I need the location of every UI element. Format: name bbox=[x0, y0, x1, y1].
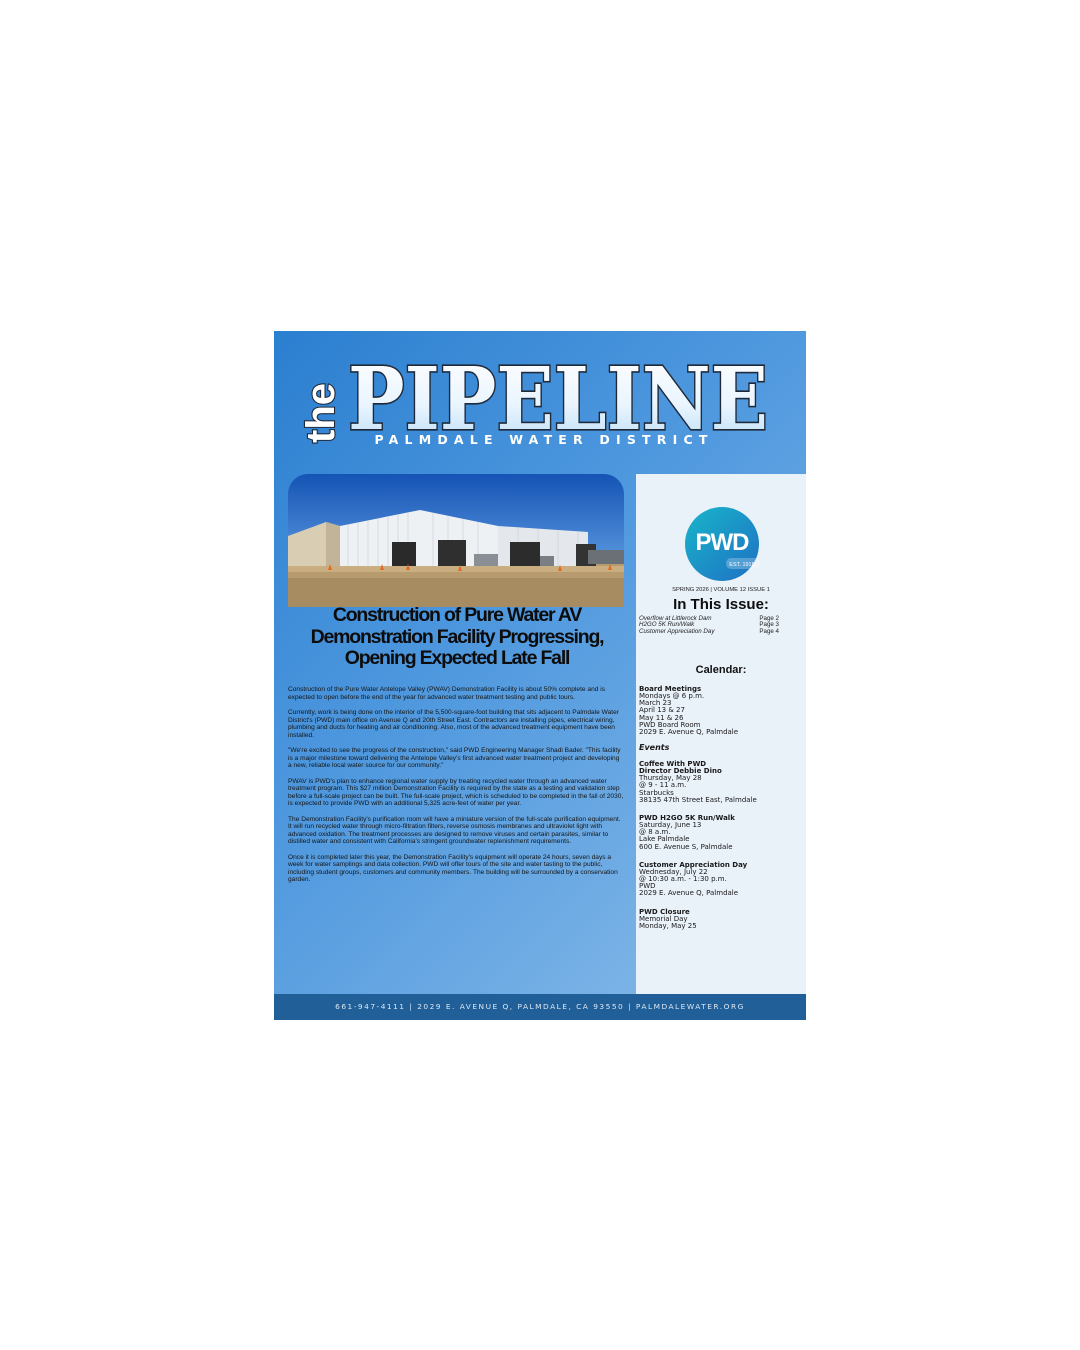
calendar-line: 2029 E. Avenue Q, Palmdale bbox=[639, 889, 739, 898]
calendar-heading: PWD Closure bbox=[639, 907, 690, 916]
calendar-line: March 23 bbox=[639, 699, 672, 708]
calendar-heading: Director Debbie Dino bbox=[639, 767, 722, 776]
toc-item[interactable] bbox=[639, 629, 779, 635]
calendar-line: Thursday, May 28 bbox=[639, 774, 702, 783]
masthead-title-text: PIPELINE bbox=[348, 349, 768, 450]
calendar-line: @ 10:30 a.m. - 1:30 p.m. bbox=[639, 875, 727, 884]
article-paragraph: PWAV is PWD's plan to enhance regional water supply by treating recycled water through an advanced water treatment program. This $27 million Demonstration Facility is required by the state as a testing and validation step before a full-scale project can be built. The full-scale project, which is scheduled to be completed in the fall of 2030, is expected to provide PWD with an additional 5,325 acre-feet of water per year. bbox=[288, 777, 624, 807]
toc-item-title: H2GO 5K Run/Walk bbox=[639, 621, 695, 629]
pwd-logo bbox=[684, 506, 760, 582]
masthead-the-text: the bbox=[299, 383, 342, 443]
calendar-event bbox=[639, 815, 803, 851]
article-headline bbox=[284, 605, 630, 670]
calendar-line: Monday, May 25 bbox=[639, 921, 697, 930]
newsletter-page bbox=[274, 331, 806, 1020]
footer bbox=[274, 994, 806, 1020]
article-body bbox=[288, 686, 624, 892]
calendar-heading: Coffee With PWD bbox=[639, 760, 707, 769]
calendar-line: Memorial Day bbox=[639, 914, 688, 923]
headline-line: Construction of Pure Water AV bbox=[332, 604, 582, 626]
calendar-line: Starbucks bbox=[639, 788, 674, 797]
article-paragraph: "We're excited to see the progress of the construction," said PWD Engineering Manager Shadi Bader. "This facility is a major milestone toward delivering the Antelope Valley's first advanced water treatment project and developing a new, reliable local water source for our community." bbox=[288, 747, 621, 769]
pwd-logo-text: PWD bbox=[695, 529, 749, 556]
calendar-line: Mondays @ 6 p.m. bbox=[639, 692, 705, 700]
calendar-line: Saturday, June 13 bbox=[639, 821, 702, 830]
calendar-board-meetings bbox=[639, 686, 803, 736]
headline-line: Demonstration Facility Progressing, bbox=[310, 625, 604, 648]
events-label: Events bbox=[639, 743, 670, 753]
issue-line: SPRING 2026 | VOLUME 12 ISSUE 1 bbox=[672, 587, 770, 593]
toc-item-title: Overflow at Littlerock Dam bbox=[639, 615, 712, 622]
calendar-event bbox=[639, 761, 803, 804]
calendar-line: 38135 47th Street East, Palmdale bbox=[639, 795, 757, 804]
calendar-line: Lake Palmdale bbox=[639, 835, 690, 844]
masthead-subtitle: PALMDALE WATER DISTRICT bbox=[374, 432, 714, 447]
calendar-line: @ 9 - 11 a.m. bbox=[639, 781, 687, 790]
footer-contact: 661-947-4111 | 2029 E. AVENUE Q, PALMDALE, CA 93550 | PALMDALEWATER.ORG bbox=[335, 1002, 745, 1011]
article-paragraph: Construction of the Pure Water Antelope Valley (PWAV) Demonstration Facility is about 50% complete and is expected to open before the end of the year for advanced water treatment testing and public tours. bbox=[288, 686, 606, 701]
masthead-the bbox=[296, 359, 342, 445]
calendar-line: Wednesday, July 22 bbox=[639, 867, 708, 876]
sidebar bbox=[636, 474, 806, 995]
calendar-heading: Customer Appreciation Day bbox=[639, 860, 748, 869]
calendar-heading: Board Meetings bbox=[639, 685, 702, 693]
calendar-event bbox=[639, 909, 803, 930]
toc-item-title: Customer Appreciation Day bbox=[639, 627, 715, 635]
toc-item-page: Page 2 bbox=[759, 615, 779, 622]
article-paragraph: Currently, work is being done on the interior of the 5,500-square-foot building that sits adjacent to Palmdale Water District's (PWD) main office on Avenue Q and 20th Street East. Contractors are installing pipes, electrical wiring, plumbing and ducts for heating and air conditioning. Also, most of the advanced treatment equipment have been installed. bbox=[288, 709, 619, 739]
masthead bbox=[274, 331, 806, 466]
calendar bbox=[639, 686, 803, 941]
toc-item-page: Page 4 bbox=[759, 627, 779, 635]
construction-photo bbox=[288, 474, 624, 607]
calendar-event bbox=[639, 862, 803, 898]
calendar-line: 2029 E. Avenue Q, Palmdale bbox=[639, 728, 739, 737]
in-this-issue-title: In This Issue: bbox=[673, 596, 769, 613]
pwd-logo-est: EST. 1918 bbox=[729, 562, 755, 568]
calendar-line: PWD bbox=[639, 882, 656, 891]
article-paragraph: The Demonstration Facility's purification room will have a miniature version of the full-scale purification equipment. It will run recycled water through micro-filtration filters, reverse osmosis membranes and ultraviolet light with advanced oxidation. The treatment processes are designed to remove viruses and certain parasites, similar to distilled water and consistent with California's stringent groundwater replenishment requirements. bbox=[288, 815, 621, 845]
headline-line: Opening Expected Late Fall bbox=[344, 647, 570, 669]
calendar-line: May 11 & 26 bbox=[639, 713, 684, 722]
article-paragraph: Once it is completed later this year, the Demonstration Facility's equipment will operate 24 hours, seven days a week for water samplings and data collection. PWD will offer tours of the site and water tasting to the public, including student groups, customers and community members. The building will be surrounded by a conservation garden. bbox=[288, 853, 618, 883]
calendar-line: 600 E. Avenue S, Palmdale bbox=[639, 842, 733, 851]
calendar-title: Calendar: bbox=[695, 664, 747, 676]
calendar-line: PWD Board Room bbox=[639, 720, 701, 729]
calendar-line: @ 8 a.m. bbox=[639, 828, 671, 837]
calendar-line: April 13 & 27 bbox=[639, 706, 685, 715]
table-of-contents bbox=[639, 616, 779, 635]
calendar-heading: PWD H2GO 5K Run/Walk bbox=[639, 814, 735, 823]
toc-item-page: Page 3 bbox=[759, 621, 779, 629]
